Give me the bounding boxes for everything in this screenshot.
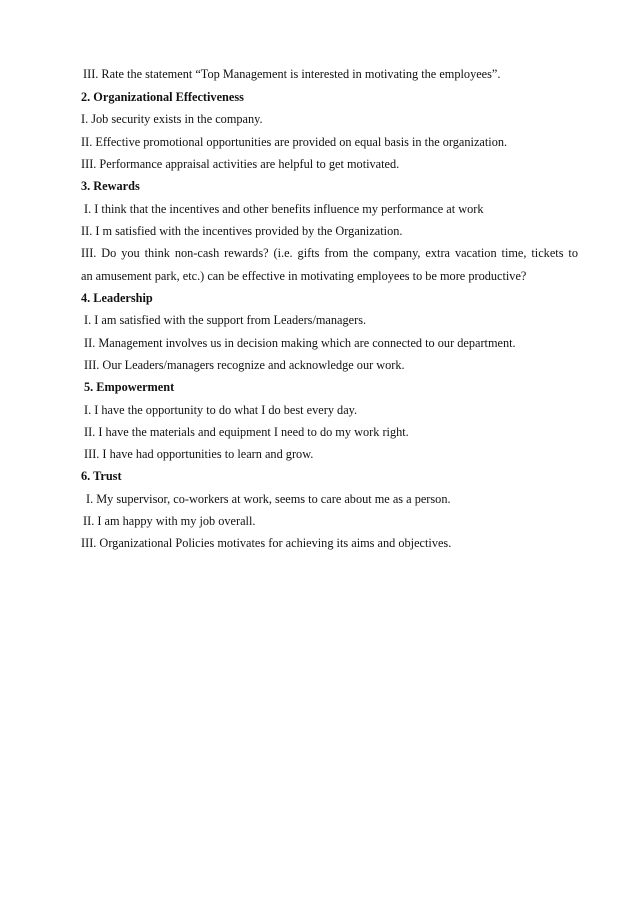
survey-item: III. Organizational Policies motivates for achieving its aims and objectives. <box>81 536 452 550</box>
survey-item: I. My supervisor, co-workers at work, seems to care about me as a person. <box>86 492 451 506</box>
section-heading: 2. Organizational Effectiveness <box>81 90 244 104</box>
survey-item: I. Job security exists in the company. <box>81 112 263 126</box>
survey-item: I. I think that the incentives and other benefits influence my performance at work <box>84 202 484 216</box>
survey-item: II. I am happy with my job overall. <box>83 514 256 528</box>
section-heading: 4. Leadership <box>81 291 153 305</box>
survey-item: III. Our Leaders/managers recognize and acknowledge our work. <box>84 358 405 372</box>
section-heading: 5. Empowerment <box>84 380 175 394</box>
survey-item: III. Rate the statement “Top Management is interested in motivating the employees”. <box>83 67 501 81</box>
survey-item: II. Management involves us in decision making which are connected to our department. <box>84 336 516 350</box>
survey-item: II. I m satisfied with the incentives provided by the Organization. <box>81 224 403 238</box>
survey-item: an amusement park, etc.) can be effective in motivating employees to be more productive? <box>81 269 527 283</box>
survey-item: II. I have the materials and equipment I need to do my work right. <box>84 425 409 439</box>
survey-item: I. I have the opportunity to do what I do best every day. <box>84 403 358 417</box>
section-heading: 6. Trust <box>81 469 122 483</box>
survey-item: II. Effective promotional opportunities are provided on equal basis in the organization. <box>81 135 508 149</box>
survey-item: III. I have had opportunities to learn and grow. <box>84 447 314 461</box>
section-heading: 3. Rewards <box>81 179 140 193</box>
survey-item: I. I am satisfied with the support from Leaders/managers. <box>84 313 367 327</box>
survey-item: III. Performance appraisal activities are helpful to get motivated. <box>81 157 400 171</box>
survey-item: III. Do you think non-cash rewards? (i.e. gifts from the company, extra vacation time, tickets to <box>81 246 578 260</box>
